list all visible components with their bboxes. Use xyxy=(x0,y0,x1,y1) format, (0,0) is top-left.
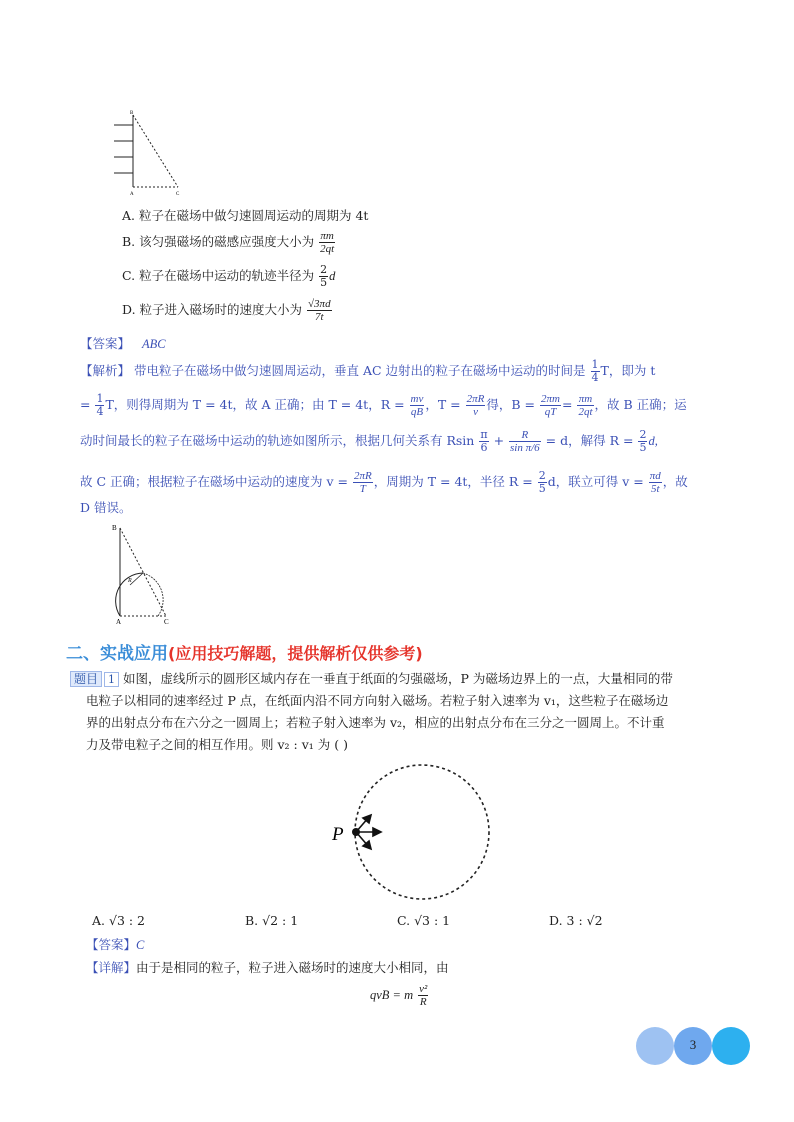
detail-label: 【详解】 xyxy=(86,960,137,975)
option-d-text: D. 粒子进入磁场时的速度大小为 xyxy=(122,302,303,317)
analysis-text: ，T = xyxy=(425,397,461,412)
analysis-line-5: D 错误。 xyxy=(80,500,132,515)
fig2-label-r: R xyxy=(128,578,132,584)
fig2-label-a: A xyxy=(116,618,122,626)
answer-1-label: 【答案】 xyxy=(80,336,131,351)
question-text: 如图，虚线所示的圆形区域内存在一垂直于纸面的匀强磁场，P 为磁场边界上的一点，大量相同的带 xyxy=(123,671,673,686)
analysis-text: d，联立可得 v = xyxy=(547,474,644,489)
answer-1-value: ABC xyxy=(142,337,166,351)
page-badge-circle-right xyxy=(712,1027,750,1065)
analysis-text: + xyxy=(493,433,505,448)
question-tag: 题目 xyxy=(70,671,102,687)
answer-1 xyxy=(80,335,166,353)
analysis-fraction: $\frac{\pi d}{5t}$ xyxy=(649,470,661,495)
analysis-fraction: $\frac{2\pi R}{v}$ xyxy=(466,393,485,418)
point-p-label: P xyxy=(332,824,344,845)
analysis-text: 得，B = xyxy=(486,397,536,412)
fig2-label-b: B xyxy=(112,524,117,532)
analysis-fraction: $\frac{2\pi m}{qT}$ xyxy=(541,393,560,418)
fig2-edge-bc xyxy=(120,528,166,616)
option-c-suffix: d xyxy=(329,269,336,283)
analysis-text: T，即为 t xyxy=(600,363,656,378)
analysis-text: ，故 B 正确；运 xyxy=(594,397,687,412)
detail-equation xyxy=(370,983,429,1008)
analysis-text: = xyxy=(561,397,573,412)
analysis-line-3 xyxy=(80,429,658,454)
analysis-fraction: $\frac{2\pi R}{T}$ xyxy=(353,470,372,495)
analysis-fraction: $\frac{1}{4}$ xyxy=(591,358,599,384)
analysis-text: 故 C 正确；根据粒子在磁场中运动的速度为 v = xyxy=(80,474,348,489)
equation-fraction: $\frac{\text{v²}}{R}$ xyxy=(419,983,428,1008)
q1-option-d: D. 3 : √2 xyxy=(549,913,603,928)
analysis-fraction: $\frac{2}{5}$ xyxy=(538,469,546,495)
option-d xyxy=(122,298,333,323)
analysis-line-4 xyxy=(80,470,688,495)
analysis-text: ，故 xyxy=(662,474,688,489)
analysis-fraction: $\frac{\pi}{6}$ xyxy=(480,428,488,454)
fig1-label-c: C xyxy=(176,192,180,197)
q1-option-b: B. √2 : 1 xyxy=(245,913,299,928)
equation-lhs: qvB = m xyxy=(370,988,414,1002)
q1-option-a: A. √3 : 2 xyxy=(92,913,146,928)
fig2-label-c: C xyxy=(164,618,169,626)
detail-2 xyxy=(86,959,449,977)
fig2-radius-line xyxy=(130,573,143,585)
option-c xyxy=(122,264,335,289)
question-number: 1 xyxy=(104,672,119,687)
page-badge-circle-left xyxy=(636,1027,674,1065)
analysis-fraction: $\frac{2}{5}$ xyxy=(639,428,647,454)
analysis-text: ，周期为 T = 4t，半径 R = xyxy=(373,474,533,489)
section-subtitle: (应用技巧解题，提供解析仅供参考) xyxy=(168,644,423,663)
fig1-label-a: A xyxy=(130,192,134,197)
detail-text: 由于是相同的粒子，粒子进入磁场时的速度大小相同，由 xyxy=(136,960,449,975)
analysis-text: 动时间最长的粒子在磁场中运动的轨迹如图所示，根据几何关系有 Rsin xyxy=(80,433,475,448)
option-a: A. 粒子在磁场中做匀速圆周运动的周期为 4t xyxy=(122,208,369,223)
fig1-label-b: B xyxy=(130,111,134,116)
analysis-text: = d，解得 R = xyxy=(545,433,634,448)
analysis-fraction: $\frac{1}{4}$ xyxy=(96,392,104,418)
answer-2-value: C xyxy=(136,938,145,952)
option-b-fraction: $\frac{\pi m}{2qt}$ xyxy=(320,230,335,255)
analysis-text: 带电粒子在磁场中做匀速圆周运动，垂直 AC 边射出的粒子在磁场中运动的时间是 xyxy=(134,363,586,378)
page-number-badge xyxy=(636,1027,750,1065)
question-1-line-4: 力及带电粒子之间的相互作用。则 v₂ : v₁ 为 ( ) xyxy=(86,737,348,752)
analysis-text: T，则得周期为 T = 4t，故 A 正确；由 T = 4t，R = xyxy=(105,397,405,412)
fig2-arc-extension xyxy=(143,573,163,616)
trajectory-figure-2 xyxy=(110,520,180,626)
option-c-fraction: $\frac{2}{5}$ xyxy=(320,263,328,289)
analysis-fraction: $\frac{R}{\text{sin π/6}}$ xyxy=(510,429,540,454)
triangle-figure-1 xyxy=(108,108,188,198)
answer-2-label: 【答案】 xyxy=(86,937,137,952)
magnetic-field-circle-figure xyxy=(328,764,493,904)
analysis-text: d, xyxy=(648,434,658,448)
section-heading xyxy=(66,639,423,664)
page-number: 3 xyxy=(689,1037,697,1052)
q1-option-c: C. √3 : 1 xyxy=(397,913,451,928)
question-1-line-1 xyxy=(70,670,673,689)
option-c-text: C. 粒子在磁场中运动的轨迹半径为 xyxy=(122,268,315,283)
analysis-fraction: $\frac{\pi m}{2qt}$ xyxy=(578,393,593,418)
question-1-line-2: 电粒子以相同的速率经过 P 点，在纸面内沿不同方向射入磁场。若粒子射入速率为 v₁，这些粒子在磁场边 xyxy=(86,693,669,708)
answer-2 xyxy=(86,936,144,954)
analysis-line-1 xyxy=(80,359,655,384)
analysis-fraction: $\frac{mv}{qB}$ xyxy=(410,393,424,418)
analysis-line-2 xyxy=(80,393,687,418)
velocity-arrows-icon xyxy=(356,815,381,849)
option-d-fraction: $\frac{√3\pi d}{7t}$ xyxy=(308,298,331,323)
option-b xyxy=(122,230,336,255)
question-1-line-3: 界的出射点分布在六分之一圆周上；若粒子射入速率为 v₂，相应的出射点分布在三分之一圆周上。不计重 xyxy=(86,715,665,730)
option-b-text: B. 该匀强磁场的磁感应强度大小为 xyxy=(122,234,315,249)
section-title: 二、实战应用 xyxy=(66,644,168,664)
analysis-label: 【解析】 xyxy=(80,363,131,378)
fig1-edge-bc xyxy=(133,115,178,187)
analysis-text: = xyxy=(80,397,91,412)
